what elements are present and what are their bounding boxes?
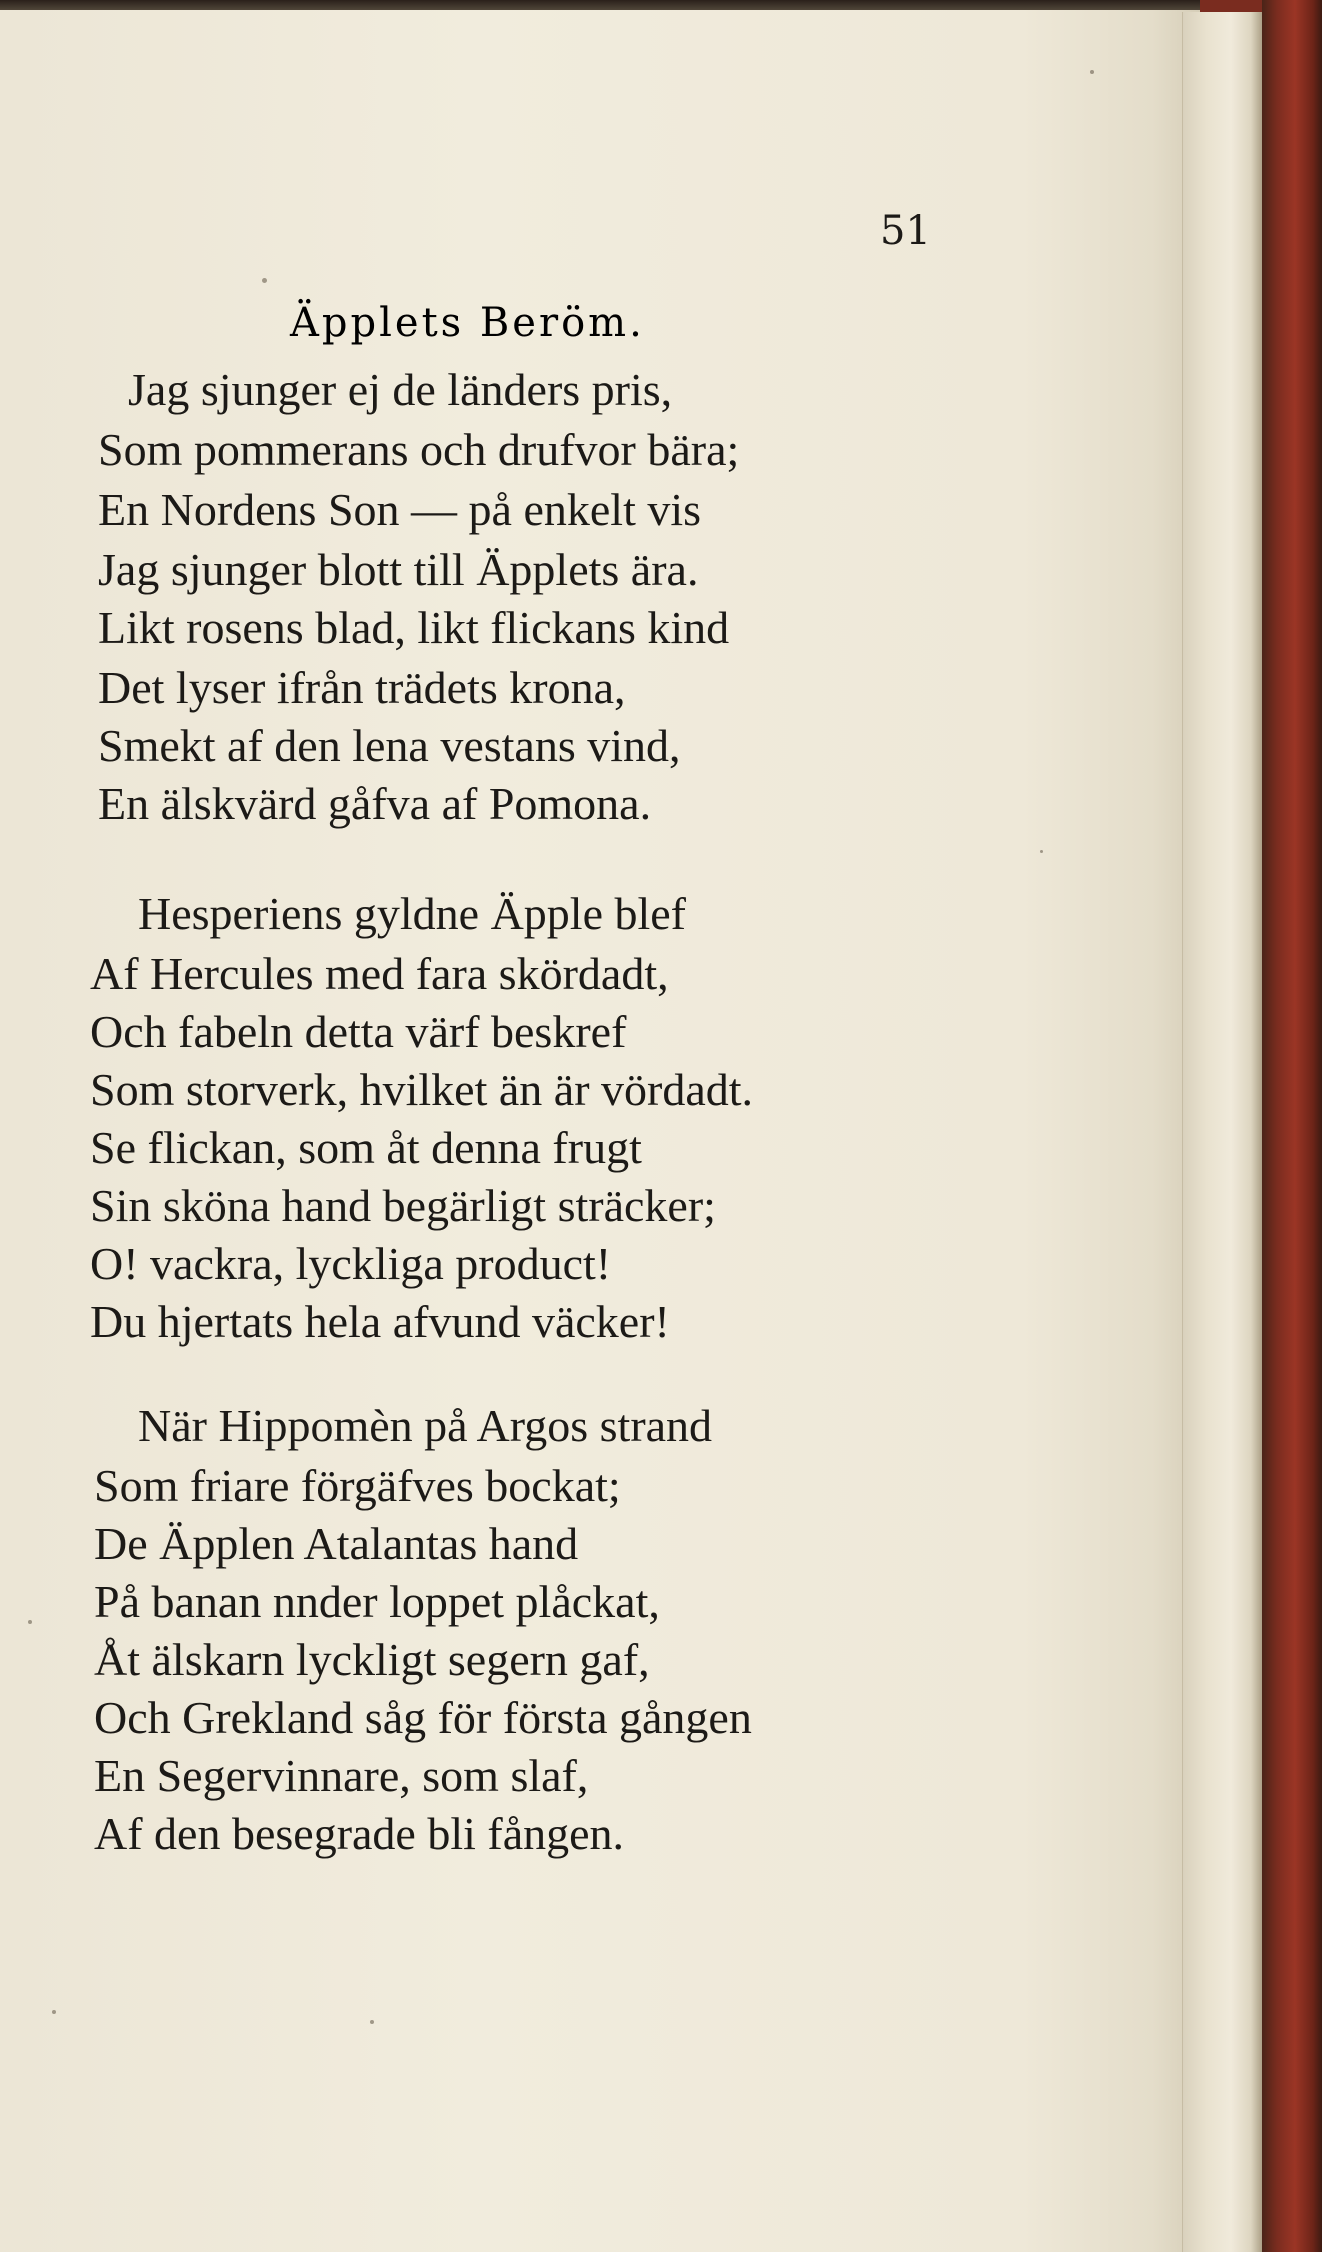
poem-line: Af Hercules med fara skördadt, — [90, 948, 669, 999]
poem-line: Jag sjunger blott till Äpplets ära. — [98, 544, 699, 595]
poem-line: O! vackra, lyckliga product! — [90, 1238, 612, 1289]
poem-line: Som storverk, hvilket än är vördadt. — [90, 1064, 754, 1115]
poem-line: En Nordens Son — på enkelt vis — [98, 484, 702, 535]
poem-line: Likt rosens blad, likt flickans kind — [98, 602, 730, 653]
poem-line: Smekt af den lena vestans vind, — [98, 720, 681, 771]
poem-line: Jag sjunger ej de länders pris, — [128, 364, 673, 415]
paper-speck — [52, 2010, 56, 2014]
poem-line: Som pommerans och drufvor bära; — [98, 424, 740, 475]
poem-line: Och Grekland såg för första gången — [94, 1692, 752, 1743]
poem-line: Se flickan, som åt denna frugt — [90, 1122, 642, 1173]
paper-speck — [1040, 850, 1043, 853]
poem-line: Af den besegrade bli fången. — [94, 1808, 625, 1859]
poem-line: Du hjertats hela afvund väcker! — [90, 1296, 670, 1347]
poem-line: En älskvärd gåfva af Pomona. — [98, 778, 652, 829]
poem-line: Och fabeln detta värf beskref — [90, 1006, 627, 1057]
book-cover-spine — [1262, 0, 1322, 2252]
poem-line: Hesperiens gyldne Äpple blef — [138, 888, 687, 939]
paper-speck — [262, 278, 267, 283]
paper-speck — [1090, 70, 1094, 74]
poem-line: På banan nnder loppet plåckat, — [94, 1576, 660, 1627]
page-edges — [1182, 12, 1263, 2252]
poem-line: En Segervinnare, som slaf, — [94, 1750, 589, 1801]
poem-line: När Hippomèn på Argos strand — [138, 1400, 713, 1451]
poem-title: Äpplets Beröm. — [290, 300, 645, 346]
page-number: 51 — [880, 208, 931, 254]
poem-line: Sin sköna hand begärligt sträcker; — [90, 1180, 716, 1231]
poem-line: Det lyser ifrån trädets krona, — [98, 662, 626, 713]
poem-line: Åt älskarn lyckligt segern gaf, — [94, 1634, 650, 1685]
paper-speck — [370, 2020, 374, 2024]
paper-speck — [28, 1620, 32, 1624]
poem-line: De Äpplen Atalantas hand — [94, 1518, 579, 1569]
poem-line: Som friare förgäfves bockat; — [94, 1460, 621, 1511]
